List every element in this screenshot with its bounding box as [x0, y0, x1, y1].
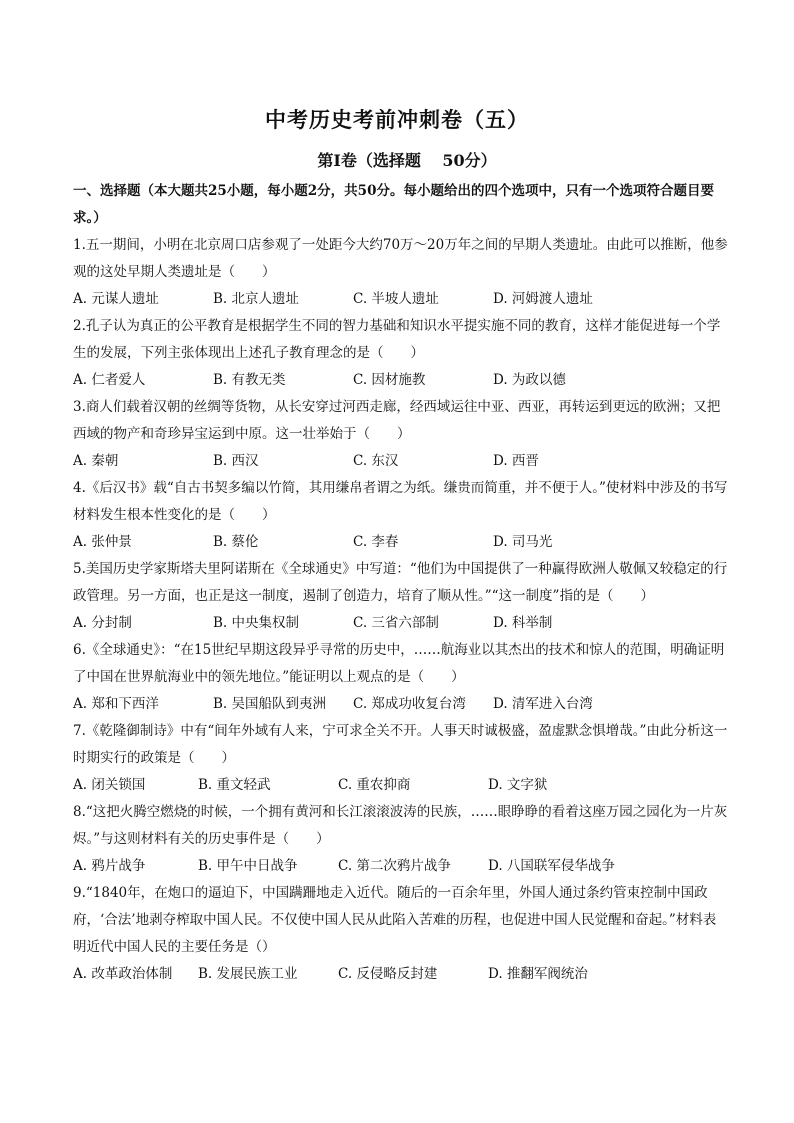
option-c: C. 郑成功收复台湾 — [353, 696, 466, 712]
option-b: B. 中央集权制 — [213, 615, 300, 631]
exam-content — [73, 178, 729, 988]
option-b: B. 吴国船队到夷洲 — [213, 696, 327, 712]
option-d: D. 推翻军阀统治 — [488, 966, 588, 982]
question-stem: 9.“1840年，在炮口的逼迫下，中国蹒跚地走入近代。随后的一百余年里，外国人通过条约管束控制中国政府，‘合法’地剥夺榨取中国人民。不仅使中国人民从此陷入苦难的历程，也促进中国人民觉醒和奋起。”材料表明近代中国人民的主要任务是（） — [73, 885, 717, 955]
option-b: B. 蔡伦 — [213, 534, 259, 550]
question-stem: 1.五一期间，小明在北京周口店参观了一处距今大约70万～20万年之间的早期人类遗址。由此可以推断，他参观的这处早期人类遗址是（ ） — [73, 237, 728, 280]
question-6 — [73, 637, 729, 718]
question-9 — [73, 880, 729, 988]
option-a: A. 鸦片战争 — [73, 858, 146, 874]
option-c: C. 第二次鸦片战争 — [338, 858, 451, 874]
option-b: B. 甲午中日战争 — [198, 858, 298, 874]
question-stem: 8.“这把火腾空燃烧的时候，一个拥有黄河和长江滚滚波涛的民族，……眼睁睁的看着这座万园之园化为一片灰烬。”与这则材料有关的历史事件是（ ） — [73, 804, 728, 847]
option-b: B. 重文轻武 — [198, 777, 271, 793]
question-2 — [73, 313, 729, 394]
section-instructions: 一、选择题（本大题共25小题，每小题2分，共50分。每小题给出的四个选项中，只有一个选项符合题目要求。） — [73, 183, 714, 226]
option-a: A. 分封制 — [73, 615, 132, 631]
option-b: B. 有教无类 — [213, 372, 286, 388]
option-d: D. 河姆渡人遗址 — [493, 291, 593, 307]
question-options — [73, 529, 729, 556]
option-b: B. 西汉 — [213, 453, 259, 469]
question-8 — [73, 799, 729, 880]
question-stem: 2.孔子认为真正的公平教育是根据学生不同的智力基础和知识水平提实施不同的教育，这样才能促进每一个学生的发展，下列主张体现出上述孔子教育理念的是（ ） — [73, 318, 721, 361]
option-a: A. 元谋人遗址 — [73, 291, 159, 307]
option-a: A. 仁者爱人 — [73, 372, 146, 388]
option-a: A. 秦朝 — [73, 453, 119, 469]
option-c: C. 三省六部制 — [353, 615, 439, 631]
option-d: D. 司马光 — [493, 534, 553, 550]
question-5 — [73, 556, 729, 637]
option-a: A. 张仲景 — [73, 534, 132, 550]
option-c: C. 东汉 — [353, 453, 399, 469]
question-stem: 5.美国历史学家斯塔夫里阿诺斯在《全球通史》中写道：“他们为中国提供了一种赢得欧洲人敬佩又较稳定的行政管理。另一方面，也正是这一制度，遏制了创造力，培育了顺从性。”“这一制度”指的是（ ） — [73, 561, 728, 604]
option-d: D. 西晋 — [493, 453, 539, 469]
option-d: D. 为政以德 — [493, 372, 566, 388]
question-options — [73, 286, 729, 313]
option-b: B. 发展民族工业 — [198, 966, 298, 982]
question-stem: 3.商人们载着汉朝的丝绸等货物，从长安穿过河西走廊，经西域运往中亚、西亚，再转运到更远的欧洲；又把西域的物产和奇珍异宝运到中原。这一壮举始于（ ） — [73, 399, 721, 442]
option-a: A. 改革政治体制 — [73, 966, 173, 982]
option-c: C. 半坡人遗址 — [353, 291, 439, 307]
question-stem: 6.《全球通史》：“在15世纪早期这段异乎寻常的历史中，……航海业以其杰出的技术和惊人的范围，明确证明了中国在世界航海业中的领先地位。”能证明以上观点的是（ ） — [73, 642, 725, 685]
question-options — [73, 367, 729, 394]
option-d: D. 科举制 — [493, 615, 553, 631]
option-c: C. 因材施教 — [353, 372, 426, 388]
question-stem: 7.《乾隆御制诗》中有“间年外域有人来，宁可求全关不开。人事天时诚极盛，盈虚默念惧增哉。”由此分析这一时期实行的政策是（ ） — [73, 723, 728, 766]
option-c: C. 李春 — [353, 534, 399, 550]
question-3 — [73, 394, 729, 475]
question-options — [73, 691, 729, 718]
question-options — [73, 448, 729, 475]
option-a: A. 闭关锁国 — [73, 777, 146, 793]
option-d: D. 清军进入台湾 — [493, 696, 593, 712]
option-d: D. 八国联军侵华战争 — [488, 858, 615, 874]
page-subtitle: 第Ⅰ卷（选择题 50分） — [317, 151, 497, 170]
page-title: 中考历史考前冲刺卷（五） — [265, 107, 529, 132]
question-1 — [73, 232, 729, 313]
question-7 — [73, 718, 729, 799]
option-a: A. 郑和下西洋 — [73, 696, 159, 712]
question-4 — [73, 475, 729, 556]
option-c: C. 重农抑商 — [338, 777, 411, 793]
question-options — [73, 772, 729, 799]
option-d: D. 文字狱 — [488, 777, 548, 793]
question-stem: 4.《后汉书》载“自古书契多编以竹简，其用缣帛者谓之为纸。缣贵而简重，并不便于人。”使材料中涉及的书写材料发生根本性变化的是（ ） — [73, 480, 728, 523]
question-options — [73, 610, 729, 637]
question-options — [73, 853, 729, 880]
option-c: C. 反侵略反封建 — [338, 966, 438, 982]
option-b: B. 北京人遗址 — [213, 291, 300, 307]
question-options — [73, 961, 729, 988]
